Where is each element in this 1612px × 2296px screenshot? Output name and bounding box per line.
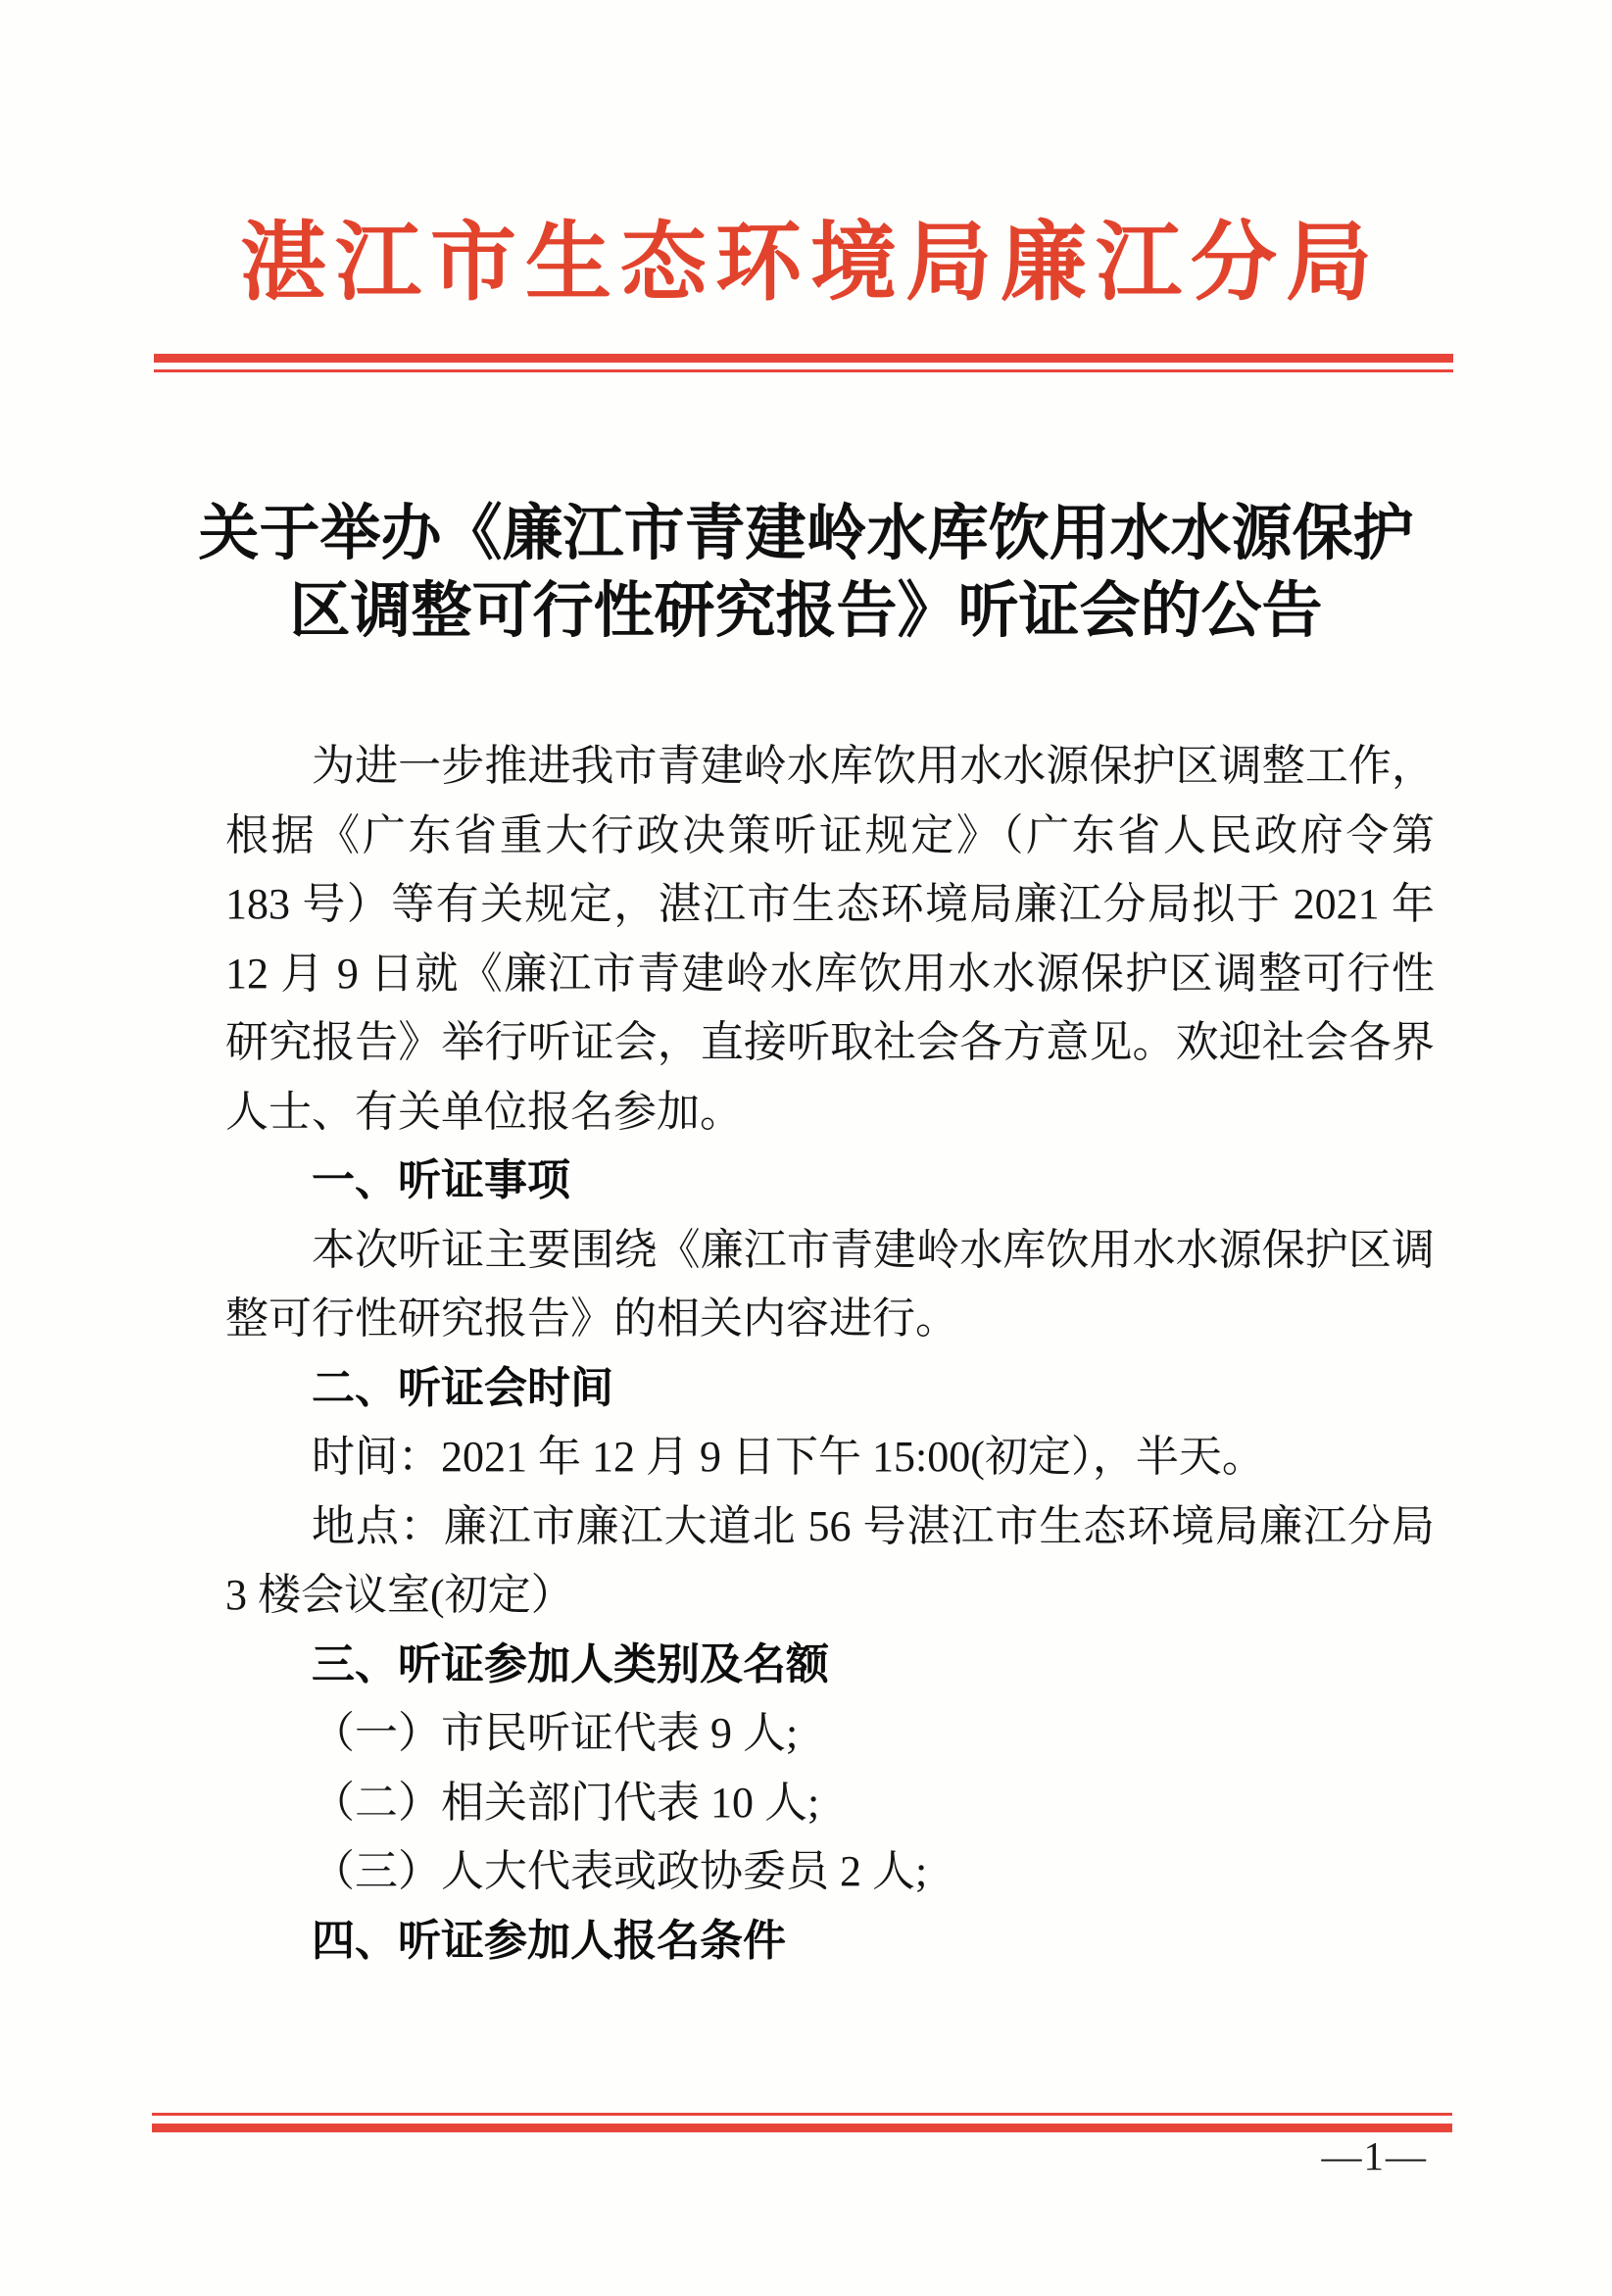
body-line: 人士、有关单位报名参加。	[225, 1087, 743, 1136]
list-item: （一）市民听证代表 9 人;	[312, 1709, 799, 1757]
document-body	[225, 732, 1435, 1976]
list-item: （三）人大代表或政协委员 2 人;	[312, 1847, 928, 1895]
section-heading: 一、听证事项	[312, 1156, 570, 1204]
body-line: 整可行性研究报告》的相关内容进行。	[225, 1295, 958, 1343]
body-line: 根据《广东省重大行政决策听证规定》（广东省人民政府令第	[225, 810, 1435, 859]
body-line: 地点：廉江市廉江大道北 56 号湛江市生态环境局廉江分局	[312, 1501, 1435, 1550]
body-line: 本次听证主要围绕《廉江市青建岭水库饮用水水源保护区调	[312, 1225, 1435, 1274]
letterhead-divider	[154, 354, 1453, 372]
body-line: 12 月 9 日就《廉江市青建岭水库饮用水水源保护区调整可行性	[225, 949, 1435, 998]
document-title-line1: 关于举办《廉江市青建岭水库饮用水水源保护	[198, 501, 1414, 567]
footer-divider	[152, 2113, 1452, 2132]
letterhead-title: 湛江市生态环境局廉江分局	[239, 217, 1381, 312]
body-line: 3 楼会议室(初定）	[225, 1571, 574, 1619]
section-heading: 四、听证参加人报名条件	[312, 1916, 786, 1965]
page-number: —1—	[1321, 2133, 1428, 2178]
divider-thin-line	[154, 369, 1453, 372]
body-line: 时间：2021 年 12 月 9 日下午 15:00(初定），半天。	[312, 1433, 1265, 1481]
body-line: 为进一步推进我市青建岭水库饮用水水源保护区调整工作，	[312, 742, 1435, 790]
list-item: （二）相关部门代表 10 人;	[312, 1778, 820, 1827]
section-heading: 三、听证参加人类别及名额	[312, 1639, 829, 1688]
section-heading: 二、听证会时间	[312, 1363, 613, 1412]
body-line: 183 号）等有关规定，湛江市生态环境局廉江分局拟于 2021 年	[225, 880, 1435, 928]
document-title-line2: 区调整可行性研究报告》听证会的公告	[289, 578, 1323, 645]
divider-thick-line	[152, 2124, 1452, 2132]
document-title	[0, 496, 1612, 651]
body-line: 研究报告》举行听证会，直接听取社会各方意见。欢迎社会各界	[225, 1018, 1435, 1066]
divider-thick-line	[154, 354, 1453, 363]
